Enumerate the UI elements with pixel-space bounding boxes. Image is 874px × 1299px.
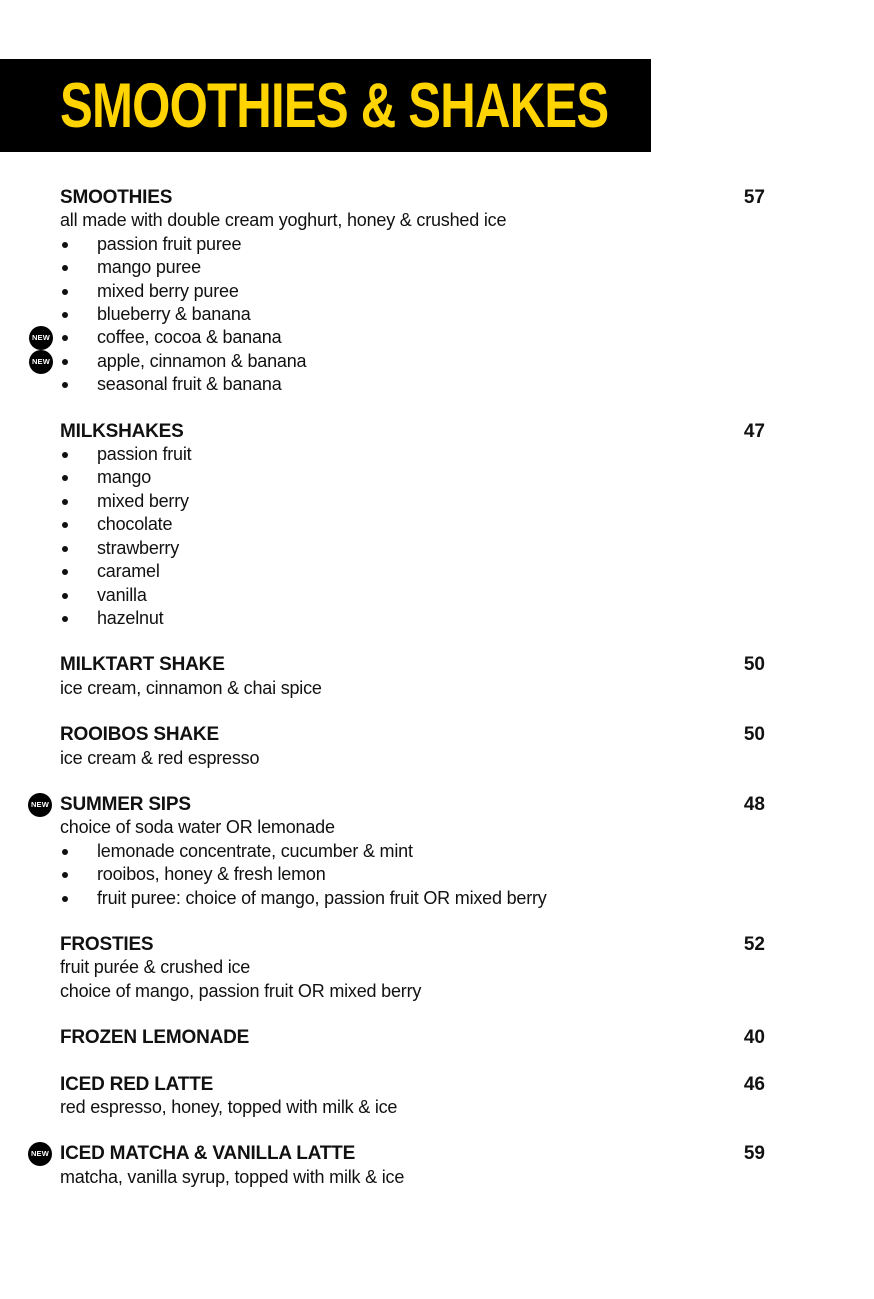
menu (30, 186, 765, 1189)
bullet-icon (62, 312, 68, 318)
section-title: SMOOTHIES (60, 187, 173, 208)
section-header (60, 653, 765, 676)
menu-section (31, 186, 765, 397)
section-description: choice of soda water OR lemonade (60, 817, 335, 838)
section-description: matcha, vanilla syrup, topped with milk & ice (60, 1166, 405, 1187)
bullet-icon (62, 382, 68, 388)
bullet-item (31, 350, 765, 373)
bullet-list (60, 840, 765, 910)
bullet-item (31, 326, 765, 349)
bullet-item (60, 256, 765, 279)
bullet-label: chocolate (97, 514, 173, 535)
bullet-label: fruit puree: choice of mango, passion fruit OR mixed berry (97, 887, 547, 908)
bullet-icon (62, 289, 68, 295)
bullet-item (60, 887, 765, 910)
bullet-label: lemonade concentrate, cucumber & mint (97, 840, 413, 861)
menu-section (60, 420, 765, 631)
bullet-item (60, 584, 765, 607)
section-header (60, 723, 765, 746)
bullet-icon (62, 452, 68, 458)
bullet-label: rooibos, honey & fresh lemon (97, 864, 326, 885)
section-description: all made with double cream yoghurt, honey & crushed ice (60, 210, 507, 231)
bullet-label: hazelnut (97, 607, 164, 628)
bullet-label: caramel (97, 561, 160, 582)
bullet-list (60, 443, 765, 630)
bullet-item (60, 863, 765, 886)
section-price: 52 (743, 933, 765, 955)
section-header (30, 793, 765, 816)
section-price: 47 (743, 420, 765, 442)
section-price: 46 (743, 1073, 765, 1095)
section-description: red espresso, honey, topped with milk & ice (60, 1097, 398, 1117)
section-description: ice cream, cinnamon & chai spice (60, 677, 322, 698)
bullet-label: mixed berry puree (97, 280, 239, 301)
section-description: fruit purée & crushed ice (60, 957, 251, 978)
section-price: 40 (743, 1027, 765, 1049)
bullet-label: mixed berry (97, 490, 189, 511)
section-header (60, 933, 765, 956)
bullet-label: apple, cinnamon & banana (97, 350, 307, 371)
bullet-icon (62, 265, 68, 271)
section-title: MILKSHAKES (60, 420, 184, 442)
section-header (60, 1026, 765, 1049)
bullet-item (60, 373, 765, 396)
menu-section (30, 793, 765, 910)
bullet-item (60, 303, 765, 326)
bullet-icon (62, 242, 68, 248)
new-badge-icon: NEW (29, 350, 53, 374)
section-description: choice of mango, passion fruit OR mixed berry (60, 980, 422, 1001)
section-title: FROSTIES (60, 933, 154, 955)
bullet-item (60, 466, 765, 489)
section-title: ROOIBOS SHAKE (60, 724, 219, 746)
bullet-item (60, 490, 765, 513)
section-header (60, 186, 765, 209)
bullet-item (60, 840, 765, 863)
bullet-icon (62, 569, 68, 575)
bullet-item (60, 537, 765, 560)
new-badge-icon: NEW (29, 326, 53, 350)
bullet-item (60, 443, 765, 466)
bullet-label: seasonal fruit & banana (97, 374, 282, 395)
bullet-item (60, 560, 765, 583)
section-title: SUMMER SIPS (60, 793, 191, 815)
bullet-icon (62, 872, 68, 878)
new-badge-icon: NEW (28, 1142, 52, 1166)
bullet-icon (62, 499, 68, 505)
bullet-label: passion fruit (97, 444, 192, 465)
section-price: 48 (743, 793, 765, 815)
bullet-label: mango (97, 467, 152, 488)
bullet-icon (62, 616, 68, 622)
menu-section (30, 1142, 765, 1189)
section-title: MILKTART SHAKE (60, 654, 225, 676)
menu-section (60, 1026, 765, 1049)
menu-section (60, 1073, 765, 1120)
bullet-list (31, 233, 765, 397)
bullet-item (60, 607, 765, 630)
bullet-label: vanilla (97, 584, 147, 605)
header-bar (0, 59, 651, 152)
section-description: ice cream & red espresso (60, 747, 260, 768)
bullet-label: blueberry & banana (97, 304, 251, 325)
menu-section (60, 723, 765, 770)
bullet-item (60, 513, 765, 536)
bullet-item (60, 233, 765, 256)
bullet-label: strawberry (97, 537, 180, 558)
bullet-icon (62, 593, 68, 599)
bullet-item (60, 280, 765, 303)
menu-section (60, 933, 765, 1003)
bullet-icon (62, 522, 68, 528)
section-header (60, 1073, 765, 1096)
bullet-icon (62, 475, 68, 481)
new-badge-icon: NEW (28, 793, 52, 817)
section-title: ICED MATCHA & VANILLA LATTE (60, 1143, 356, 1165)
section-header (60, 420, 765, 443)
section-price: 57 (743, 187, 765, 208)
section-title: FROZEN LEMONADE (60, 1027, 250, 1049)
bullet-label: mango puree (97, 257, 201, 278)
section-header (30, 1142, 765, 1165)
section-price: 50 (743, 654, 765, 676)
bullet-icon (62, 359, 68, 365)
bullet-icon (62, 546, 68, 552)
bullet-icon (62, 849, 68, 855)
bullet-label: passion fruit puree (97, 233, 242, 254)
bullet-icon (62, 335, 68, 341)
bullet-icon (62, 896, 68, 902)
section-price: 59 (743, 1143, 765, 1165)
section-price: 50 (743, 724, 765, 746)
menu-section (60, 653, 765, 700)
bullet-label: coffee, cocoa & banana (97, 327, 282, 348)
section-title: ICED RED LATTE (60, 1073, 214, 1095)
page-title: SMOOTHIES & SHAKES (60, 70, 609, 141)
